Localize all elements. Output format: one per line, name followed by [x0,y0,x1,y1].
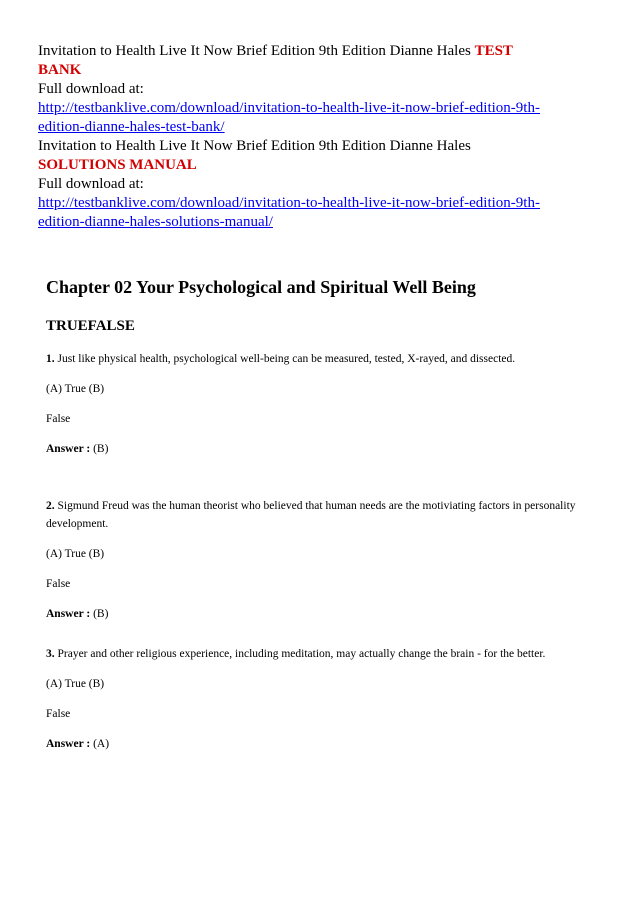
book-title-text: Invitation to Health Live It Now Brief Edition 9th Edition Dianne Hales [38,43,475,59]
option-a: (A) True (B) [46,383,105,395]
header-title-line [38,42,598,61]
option-b: False [46,413,71,425]
question-number: 3. [46,648,55,660]
question-block [46,497,586,623]
answer-value: (A) [90,738,110,750]
answer-label: Answer : [46,608,91,620]
answer-value: (B) [90,443,109,455]
answer-line [46,735,586,753]
test-label: TEST [474,43,513,59]
question-number: 1. [46,353,55,365]
option-b: False [46,578,71,590]
answer-line [46,605,586,623]
option-a: (A) True (B) [46,678,105,690]
question-text: 2. Sigmund Freud was the human theorist who believed that human needs are the motiviating factors in personality development. [46,500,576,530]
question-block [46,350,586,458]
question-text: 3. Prayer and other religious experience, including meditation, may actually change the brain - for the better. [46,648,546,660]
question-text: 1. Just like physical health, psychological well-being can be measured, tested, X-rayed, and dissected. [46,353,516,365]
solutions-manual-link[interactable]: http://testbanklive.com/download/invitation-to-health-live-it-now-brief-edition-9th- [38,195,540,211]
option-a: (A) True (B) [46,548,105,560]
option-b: False [46,708,71,720]
full-download-label-2: Full download at: [38,176,144,192]
download-header [38,42,598,232]
section-title: TRUEFALSE [46,318,135,334]
answer-line [46,440,586,458]
question-block [46,645,586,753]
bank-label: BANK [38,62,82,78]
question-number: 2. [46,500,55,512]
chapter-title: Chapter 02 Your Psychological and Spiritual Well Being [46,277,476,297]
solutions-manual-link-continued[interactable]: edition-dianne-hales-solutions-manual/ [38,214,273,230]
test-bank-link[interactable]: http://testbanklive.com/download/invitation-to-health-live-it-now-brief-edition-9th- [38,100,540,116]
answer-value: (B) [90,608,109,620]
answer-label: Answer : [46,443,91,455]
full-download-label: Full download at: [38,81,144,97]
solutions-manual-label: SOLUTIONS MANUAL [38,157,197,173]
book-title-line-2: Invitation to Health Live It Now Brief Edition 9th Edition Dianne Hales [38,138,471,154]
test-bank-link-continued[interactable]: edition-dianne-hales-test-bank/ [38,119,225,135]
answer-label: Answer : [46,738,91,750]
